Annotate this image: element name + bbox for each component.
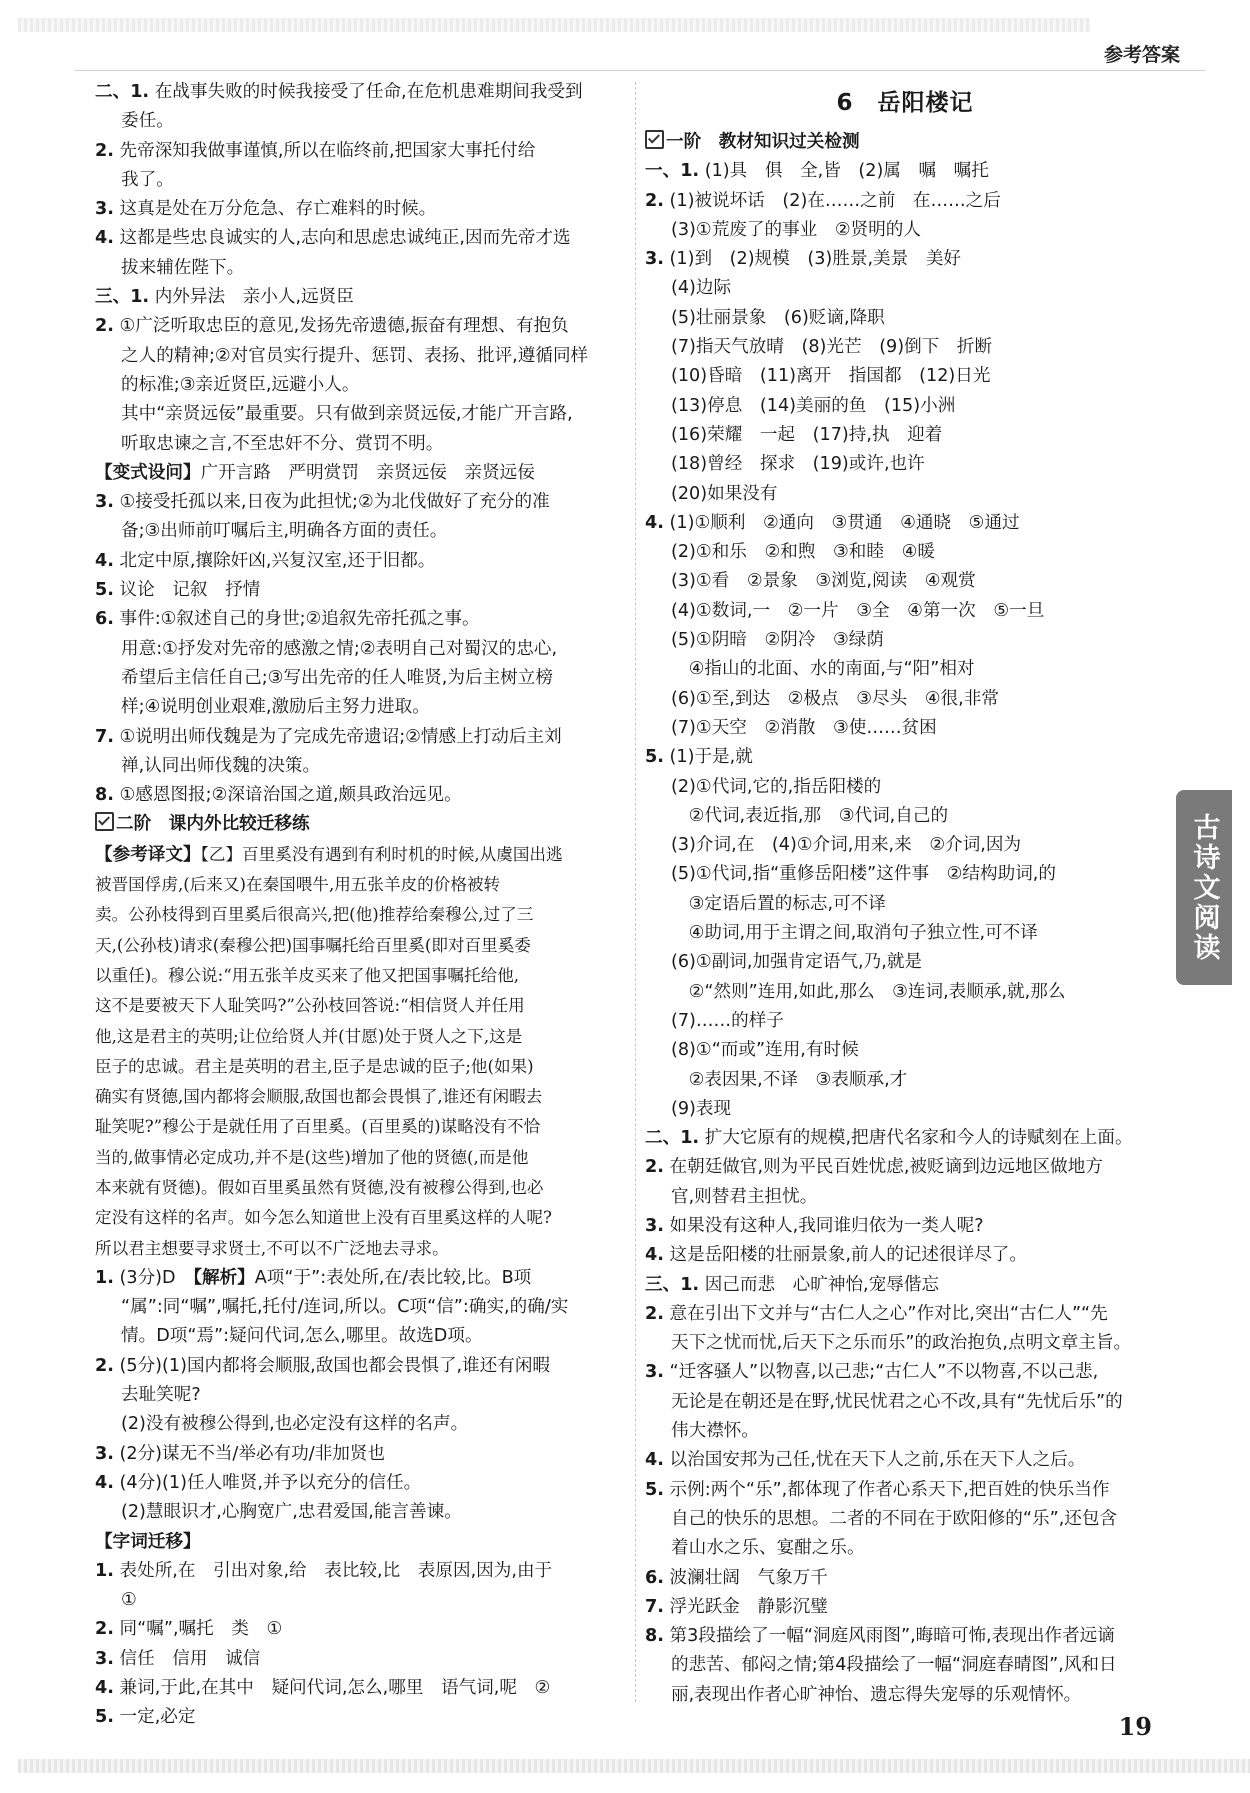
answer-text: 事件:①叙述自己的身世;②追叙先帝托孤之事。 <box>113 609 480 630</box>
answer-text: (2)没有被穆公得到,也必定没有这样的名声。 <box>121 1414 469 1435</box>
answer-line <box>95 1615 630 1644</box>
answer-text: 其中“亲贤远佞”最重要。只有做到亲贤远佞,才能广开言路, <box>121 404 573 425</box>
top-rule <box>75 70 1205 71</box>
answer-line <box>95 166 630 195</box>
answer-line <box>645 1417 1165 1446</box>
answer-line <box>95 283 630 312</box>
item-number: 2. <box>95 1619 114 1640</box>
item-number: 4. <box>95 1678 114 1699</box>
item-number: 4. <box>645 1245 664 1266</box>
answer-line <box>645 1329 1165 1358</box>
answer-line <box>95 870 630 900</box>
answer-line <box>95 1264 630 1293</box>
answer-line <box>645 1681 1165 1710</box>
answer-line <box>645 392 1165 421</box>
answer-line <box>645 714 1165 743</box>
answer-line <box>95 1469 630 1498</box>
answer-text: (1)被说坏话 (2)在……之前 在……之后 <box>663 190 1001 211</box>
answer-line <box>645 1241 1165 1270</box>
answer-line <box>645 421 1165 450</box>
answer-text: 议论 记叙 抒情 <box>113 580 261 601</box>
answer-text: (5)壮丽景象 (6)贬谪,降职 <box>671 307 885 328</box>
answer-line <box>645 1564 1165 1593</box>
answer-line <box>645 509 1165 538</box>
answer-line <box>95 1674 630 1703</box>
answer-text: (6)①至,到达 ②极点 ③尽头 ④很,非常 <box>671 688 999 709</box>
answer-text: (3)介词,在 (4)①介词,用来,来 ②介词,因为 <box>671 835 1022 856</box>
answer-text: 信任 信用 诚信 <box>113 1648 261 1669</box>
item-number: 7. <box>95 726 114 747</box>
answer-line <box>645 1212 1165 1241</box>
answer-line <box>95 517 630 546</box>
stage-label: 二阶 <box>116 814 152 835</box>
stage-heading <box>645 128 1165 157</box>
answer-line <box>645 890 1165 919</box>
answer-line <box>645 1446 1165 1475</box>
item-number: 二、1. <box>95 82 150 102</box>
stage-title: 教材知识过关检测 <box>701 132 860 152</box>
answer-text: 以治国安邦为己任,忧在天下人之前,乐在天下人之后。 <box>663 1450 1086 1471</box>
item-number: 【变式设问】 <box>95 462 201 483</box>
answer-text: 无论是在朝还是在野,忧民忧君之心不改,具有“先忧后乐”的 <box>671 1391 1123 1412</box>
answer-text: (16)荣耀 一起 (17)持,执 迎着 <box>671 424 943 445</box>
translation-text: 所以君主想要寻求贤士,不可以不广泛地去寻求。 <box>95 1238 449 1258</box>
answer-line <box>645 1476 1165 1505</box>
answer-line <box>645 567 1165 596</box>
translation-text: 天,(公孙枝)请求(秦穆公把)国事嘱托给百里奚(即对百里奚委 <box>95 935 531 955</box>
side-tab[interactable]: 古诗文阅读 <box>1176 790 1232 985</box>
translation-text: 被晋国俘虏,(后来又)在秦国喂牛,用五张羊皮的价格被转 <box>95 875 501 895</box>
answer-line <box>95 254 630 283</box>
answer-text: (9)表现 <box>671 1098 732 1119</box>
translation-text: 这不是要被天下人耻笑吗?”公孙枝回答说:“相信贤人并任用 <box>95 996 525 1016</box>
item-number: 3. <box>95 199 114 220</box>
answer-text: 样;④说明创业艰难,激励后主努力进取。 <box>121 697 430 718</box>
answer-text: 北定中原,攘除奸凶,兴复汉室,还于旧都。 <box>113 550 436 571</box>
item-number: 6. <box>645 1567 664 1588</box>
answer-text: (6)①副词,加强肯定语气,乃,就是 <box>671 952 923 973</box>
answer-text: (7)指天气放晴 (8)光芒 (9)倒下 折断 <box>671 337 993 358</box>
answer-line <box>95 195 630 224</box>
checkbox-icon <box>95 812 114 831</box>
analysis-text: A项“于”:表处所,在/表比较,比。B项 <box>254 1267 532 1288</box>
answer-line <box>645 743 1165 772</box>
answer-line <box>95 459 630 488</box>
answer-line <box>645 450 1165 479</box>
answer-line <box>95 723 630 752</box>
item-number: 1. <box>95 1560 114 1581</box>
answer-line <box>95 900 630 930</box>
answer-line <box>95 605 630 634</box>
answer-line <box>95 752 630 781</box>
answer-line <box>645 1153 1165 1182</box>
item-number: 3. <box>95 492 114 513</box>
answer-text: 丽,表现出作者心旷神怡、遗忘得失宠辱的乐观情怀。 <box>671 1684 1082 1705</box>
answer-line <box>645 1388 1165 1417</box>
answer-line <box>95 1112 630 1142</box>
answer-text: (5)①阴暗 ②阴冷 ③绿荫 <box>671 630 884 651</box>
analysis-label: 【解析】 <box>193 1267 255 1288</box>
translation-text: 以重任)。穆公说:“用五张羊皮买来了他又把国事嘱托给他, <box>95 965 520 985</box>
item-number: 4. <box>95 1472 114 1493</box>
answer-line <box>95 1234 630 1264</box>
answer-line <box>645 773 1165 802</box>
answer-text: 表处所,在 引出对象,给 表比较,比 表原因,因为,由于 <box>113 1560 553 1581</box>
answer-text: 在朝廷做官,则为平民百姓忧虑,被贬谪到边远地区做地方 <box>663 1157 1103 1178</box>
answer-line <box>95 931 630 961</box>
answer-text: (4分)(1)任人唯贤,并予以充分的信任。 <box>113 1472 422 1493</box>
answer-line <box>95 1557 630 1586</box>
right-column <box>645 78 1165 1710</box>
answer-line <box>645 1036 1165 1065</box>
item-number: 【字词迁移】 <box>95 1531 201 1552</box>
item-number: 5. <box>95 580 114 601</box>
item-number: 【参考译文】 <box>95 844 201 865</box>
answer-line <box>95 1022 630 1052</box>
answer-text: (2)慧眼识才,心胸宽广,忠君爱国,能言善谏。 <box>121 1502 462 1523</box>
answer-line <box>95 224 630 253</box>
answer-text: “属”:同“嘱”,嘱托,托付/连词,所以。C项“信”:确实,的确/实 <box>121 1297 569 1318</box>
answer-line <box>95 1203 630 1233</box>
answer-text: 官,则替君主担忧。 <box>671 1186 818 1207</box>
answer-text: (2)①代词,它的,指岳阳楼的 <box>671 776 882 797</box>
answer-text: (2分)谋无不当/举必有功/非加贤也 <box>113 1443 386 1464</box>
answer-line <box>95 961 630 991</box>
answer-line <box>95 400 630 429</box>
answer-text: 先帝深知我做事谨慎,所以在临终前,把国家大事托付给 <box>113 140 536 161</box>
answer-text: 委任。 <box>121 111 174 132</box>
answer-line <box>95 342 630 371</box>
answer-text: (7)……的样子 <box>671 1010 784 1031</box>
item-number: 6. <box>95 609 114 630</box>
answer-line <box>645 1124 1165 1153</box>
item-number: 二、1. <box>645 1128 700 1149</box>
answer-line <box>645 1593 1165 1622</box>
translation-text: 定没有这样的名声。如今怎么知道世上没有百里奚这样的人呢? <box>95 1208 552 1228</box>
translation-text: 耻笑呢?”穆公于是就任用了百里奚。(百里奚的)谋略没有不恰 <box>95 1117 541 1137</box>
item-number: 1. <box>95 1267 114 1288</box>
item-number: 5. <box>95 1707 114 1728</box>
answer-line <box>645 362 1165 391</box>
answer-text: ①广泛听取忠臣的意见,发扬先帝遗德,振奋有理想、有抱负 <box>113 316 569 337</box>
answer-text: 意在引出下文并与“古仁人之心”作对比,突出“古仁人”“先 <box>663 1303 1108 1324</box>
answer-line <box>95 1143 630 1173</box>
answer-text: 听取忠谏之言,不至忠奸不分、赏罚不明。 <box>121 433 444 454</box>
answer-line <box>95 810 630 839</box>
answer-line <box>645 948 1165 977</box>
answer-line <box>95 576 630 605</box>
translation-text: 确实有贤德,国内都将会顺服,敌国也都会畏惧了,谁还有闲暇去 <box>95 1087 543 1107</box>
item-number: 8. <box>645 1626 664 1647</box>
answer-text: 兼词,于此,在其中 疑问代词,怎么,哪里 语气词,呢 ② <box>113 1678 551 1699</box>
translation-text: 当的,做事情必定成功,并不是(这些)增加了他的贤德(,而是他 <box>95 1147 529 1167</box>
answer-text: “迁客骚人”以物喜,以己悲;“古仁人”不以物喜,不以己悲, <box>663 1362 1099 1383</box>
answer-text: (3)①荒废了的事业 ②贤明的人 <box>671 219 921 240</box>
answer-text: 广开言路 严明赏罚 亲贤远佞 亲贤远佞 <box>200 462 535 483</box>
answer-text: (1)于是,就 <box>663 747 753 768</box>
answer-text: 自己的快乐的思想。二者的不同在于欧阳修的“乐”,还包含 <box>671 1508 1118 1529</box>
answer-line <box>645 1066 1165 1095</box>
answer-text: (2)①和乐 ②和煦 ③和睦 ④暖 <box>671 542 935 563</box>
answer-line <box>95 781 630 810</box>
answer-line <box>95 1352 630 1381</box>
answer-text: (3分)D <box>113 1267 194 1288</box>
column-divider <box>635 82 637 1702</box>
page-number: 19 <box>1118 1712 1152 1741</box>
answer-line <box>95 1082 630 1112</box>
answer-line <box>645 1300 1165 1329</box>
answer-text: ④指山的北面、水的南面,与“阳”相对 <box>671 659 975 680</box>
answer-line <box>645 187 1165 216</box>
answer-line <box>645 1505 1165 1534</box>
answer-line <box>95 78 630 107</box>
item-number: 2. <box>95 140 114 161</box>
answer-text: 希望后主信任自己;③写出先帝的任人唯贤,为后主树立榜 <box>121 667 553 688</box>
item-number: 2. <box>95 1355 114 1376</box>
answer-text: (1)到 (2)规模 (3)胜景,美景 美好 <box>663 249 962 270</box>
answer-text: 的标准;③亲近贤臣,远避小人。 <box>121 374 360 395</box>
answer-line <box>645 860 1165 889</box>
answer-text: 禅,认同出师伐魏的决策。 <box>121 755 321 776</box>
answer-line <box>645 685 1165 714</box>
answer-line <box>95 840 630 870</box>
answer-line <box>645 978 1165 1007</box>
answer-line <box>95 1586 630 1615</box>
answer-text: ④助词,用于主谓之间,取消句子独立性,可不译 <box>671 923 1038 944</box>
answer-line <box>95 1528 630 1557</box>
answer-text: 这是岳阳楼的壮丽景象,前人的记述很详尽了。 <box>663 1245 1027 1266</box>
translation-text: 【乙】百里奚没有遇到有利时机的时候,从虞国出逃 <box>200 844 563 864</box>
answer-text: (20)如果没有 <box>671 483 778 504</box>
answer-text: 浮光跃金 静影沉璧 <box>663 1596 828 1617</box>
answer-line <box>645 1651 1165 1680</box>
answer-line <box>95 1498 630 1527</box>
answer-text: 情。D项“焉”:疑问代词,怎么,哪里。故选D项。 <box>121 1326 483 1347</box>
item-number: 2. <box>645 190 664 211</box>
answer-line <box>645 1622 1165 1651</box>
item-number: 5. <box>645 1479 664 1500</box>
answer-line <box>645 304 1165 333</box>
answer-text: 伟大襟怀。 <box>671 1421 759 1442</box>
answer-line <box>645 333 1165 362</box>
item-number: 三、1. <box>95 287 150 308</box>
item-number: 2. <box>645 1303 664 1324</box>
answer-text: 扩大它原有的规模,把唐代名家和今人的诗赋刻在上面。 <box>699 1128 1133 1149</box>
answer-text: 之人的精神;②对官员实行提升、惩罚、表扬、批评,遵循同样 <box>121 345 589 366</box>
answer-line <box>645 245 1165 274</box>
translation-text: 卖。公孙枝得到百里奚后很高兴,把(他)推荐给秦穆公,过了三 <box>95 905 534 925</box>
answer-line <box>95 991 630 1021</box>
item-number: 一、1. <box>645 161 700 182</box>
answer-line <box>645 480 1165 509</box>
answer-text: ②代词,表近指,那 ③代词,自己的 <box>671 805 949 826</box>
answer-text: (13)停息 (14)美丽的鱼 (15)小洲 <box>671 395 956 416</box>
answer-line <box>95 312 630 341</box>
answer-line <box>95 1381 630 1410</box>
answer-line <box>95 1410 630 1439</box>
answer-text: 因己而悲 心旷神怡,宠辱偕忘 <box>699 1274 940 1295</box>
left-column <box>95 78 630 1733</box>
answer-text: 一定,必定 <box>113 1707 196 1728</box>
item-number: 三、1. <box>645 1274 700 1295</box>
answer-text: (1)①顺利 ②通向 ③贯通 ④通晓 ⑤通过 <box>663 512 1020 533</box>
answer-text: 课内外比较迁移练 <box>151 814 310 835</box>
answer-text: 用意:①抒发对先帝的感激之情;②表明自己对蜀汉的忠心, <box>121 638 558 659</box>
answer-line <box>95 1322 630 1351</box>
translation-text: 他,这是君主的英明;让位给贤人并(甘愿)处于贤人之下,这是 <box>95 1026 523 1046</box>
answer-line <box>95 488 630 517</box>
item-number: 7. <box>645 1596 664 1617</box>
answer-text: (8)①“而或”连用,有时候 <box>671 1040 859 1061</box>
answer-text: (10)昏暗 (11)离开 指国都 (12)日光 <box>671 366 991 387</box>
answer-line <box>95 1703 630 1732</box>
item-number: 4. <box>95 550 114 571</box>
answer-text: 的悲苦、郁闷之情;第4段描绘了一幅“洞庭春晴图”,风和日 <box>671 1655 1117 1676</box>
answer-line <box>645 538 1165 567</box>
item-number: 4. <box>645 1450 664 1471</box>
translation-text: 本来就有贤德)。假如百里奚虽然有贤德,没有被穆公得到,也必 <box>95 1177 544 1197</box>
answer-text: 我了。 <box>121 169 174 190</box>
answer-text: (18)曾经 探求 (19)或许,也许 <box>671 454 925 475</box>
answer-text: 在战事失败的时候我接受了任命,在危机患难期间我受到 <box>149 82 583 102</box>
answer-text: (7)①天空 ②消散 ③使……贫困 <box>671 717 937 738</box>
item-number: 3. <box>645 1215 664 1236</box>
footer-decoration <box>18 1759 1250 1773</box>
answer-text: ①感恩图报;②深谙治国之道,颇具政治远见。 <box>113 785 462 806</box>
answer-line <box>95 693 630 722</box>
answer-line <box>95 635 630 664</box>
answer-line <box>645 1183 1165 1212</box>
section-title: 6 岳阳楼记 <box>836 90 974 116</box>
stage-label: 一阶 <box>666 132 702 152</box>
answer-text: (1)具 俱 全,皆 (2)属 嘱 嘱托 <box>699 161 989 182</box>
header-decoration <box>18 18 1090 32</box>
answer-line <box>95 371 630 400</box>
answer-text: 示例:两个“乐”,都体现了作者心系天下,把百姓的快乐当作 <box>663 1479 1110 1500</box>
answer-text: ①说明出师伐魏是为了完成先帝遗诏;②情感上打动后主刘 <box>113 726 562 747</box>
answer-text: 这都是些忠良诚实的人,志向和思虑忠诚纯正,因而先帝才选 <box>113 228 571 249</box>
answer-text: 同“嘱”,嘱托 类 ① <box>113 1619 283 1640</box>
answer-text: 备;③出师前叮嘱后主,明确各方面的责任。 <box>121 521 448 542</box>
answer-line <box>645 1271 1165 1300</box>
checkbox-icon <box>645 130 664 149</box>
answer-line <box>645 655 1165 684</box>
answer-text: ③定语后置的标志,可不译 <box>671 893 886 914</box>
answer-line <box>95 1440 630 1469</box>
answer-line <box>95 430 630 459</box>
item-number: 3. <box>645 1362 664 1383</box>
item-number: 8. <box>95 785 114 806</box>
item-number: 4. <box>95 228 114 249</box>
translation-text: 臣子的忠诚。君主是英明的君主,臣子是忠诚的臣子;他(如果) <box>95 1056 534 1076</box>
answer-line <box>95 137 630 166</box>
header-label: 参考答案 <box>1103 44 1180 66</box>
answer-line <box>645 831 1165 860</box>
item-number: 2. <box>645 1157 664 1178</box>
answer-line <box>645 1358 1165 1387</box>
answer-line <box>95 547 630 576</box>
answer-text: 天下之忧而忧,后天下之乐而乐”的政治抱负,点明文章主旨。 <box>671 1333 1132 1354</box>
answer-text: ① <box>121 1590 137 1611</box>
answer-line <box>95 1173 630 1203</box>
answer-line <box>645 1095 1165 1124</box>
item-number: 3. <box>95 1648 114 1669</box>
answer-text: 波澜壮阔 气象万千 <box>663 1567 828 1588</box>
item-number: 3. <box>645 249 664 270</box>
answer-text: (4)边际 <box>671 278 732 299</box>
answer-text: ②“然则”连用,如此,那么 ③连词,表顺承,就,那么 <box>671 981 1066 1002</box>
answer-line <box>645 274 1165 303</box>
answer-text: 着山水之乐、宴酣之乐。 <box>671 1538 865 1559</box>
answer-line <box>645 1534 1165 1563</box>
answer-text: 第3段描绘了一幅“洞庭风雨图”,晦暗可怖,表现出作者远谪 <box>663 1626 1115 1647</box>
item-number: 4. <box>645 512 664 533</box>
answer-line <box>95 107 630 136</box>
item-number: 3. <box>95 1443 114 1464</box>
answer-line <box>95 664 630 693</box>
answer-text: ①接受托孤以来,日夜为此担忧;②为北伐做好了充分的准 <box>113 492 550 513</box>
answer-line <box>645 157 1165 186</box>
answer-text: 拔来辅佐陛下。 <box>121 257 245 278</box>
answer-line <box>645 626 1165 655</box>
answer-line <box>645 802 1165 831</box>
answer-line <box>95 1293 630 1322</box>
answer-line <box>645 1007 1165 1036</box>
item-number: 5. <box>645 747 664 768</box>
answer-line <box>95 1645 630 1674</box>
item-number: 2. <box>95 316 114 337</box>
answer-text: (5)①代词,指“重修岳阳楼”这件事 ②结构助词,的 <box>671 864 1056 885</box>
answer-list <box>645 157 1165 1710</box>
answer-line <box>95 1052 630 1082</box>
answer-line <box>645 919 1165 948</box>
answer-text: (5分)(1)国内都将会顺服,敌国也都会畏惧了,谁还有闲暇 <box>113 1355 551 1376</box>
answer-line <box>645 216 1165 245</box>
answer-text: 内外异法 亲小人,远贤臣 <box>149 287 354 308</box>
answer-text: (3)①看 ②景象 ③浏览,阅读 ④观赏 <box>671 571 976 592</box>
answer-text: 这真是处在万分危急、存亡难料的时候。 <box>113 199 437 220</box>
answer-text: 去耻笑呢? <box>121 1385 201 1406</box>
answer-text: 如果没有这种人,我同谁归依为一类人呢? <box>663 1215 984 1236</box>
answer-text: (4)①数词,一 ②一片 ③全 ④第一次 ⑤一旦 <box>671 600 1045 621</box>
answer-line <box>645 597 1165 626</box>
answer-text: ②表因果,不译 ③表顺承,才 <box>671 1069 908 1090</box>
